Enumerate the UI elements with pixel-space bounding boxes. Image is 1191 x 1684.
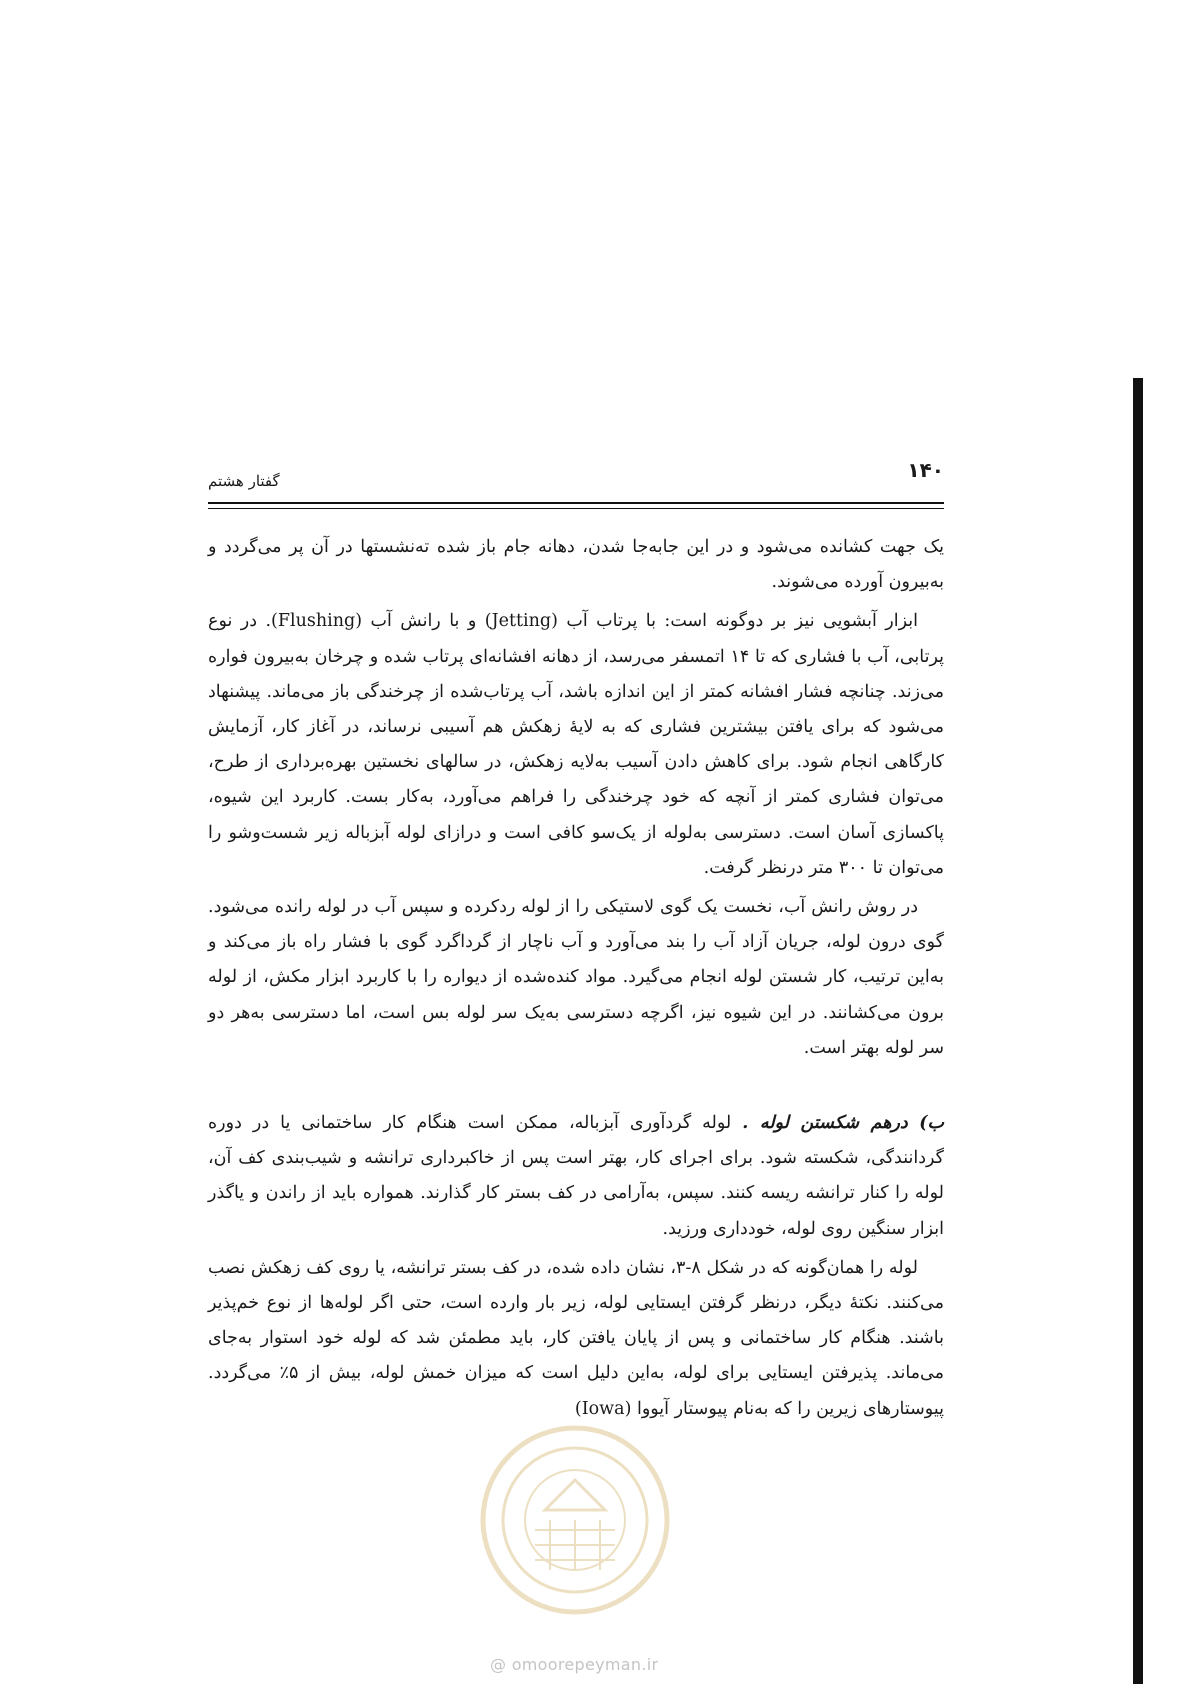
header-rule-thick — [208, 502, 944, 504]
section-b-label: ب) درهم شکستن لوله . — [742, 1113, 944, 1134]
paragraph: یک جهت کشانده می‌شود و در این جابه‌جا شدن، دهانه جام باز شده ته‌نشستها در آن پر می‌گردد و به‌بیرون آورده می‌شوند. — [208, 537, 944, 593]
page-edge-bar — [1133, 378, 1143, 1684]
paragraph: لوله را همان‌گونه که در شکل ۸-۳، نشان داده شده، در کف بستر ترانشه، یا روی کف زهکش نصب می‌کنند. نکتهٔ دیگر، درنظر گرفتن ایستایی لوله، زیر بار وارده است، حتی اگر لوله‌ها از نوع خم‌پذیر باشند. هنگام کار ساختمانی و پس از پایان یافتن کار، باید مطمئن شد که لوله خود استوار به‌جای می‌ماند. پذیرفتن ایستایی برای لوله، به‌این دلیل است که میزان خمش لوله، بیش از ۵٪ می‌گردد. پیوستارهای زیرین را که به‌نام پیوستار آیووا (Iowa) — [208, 1257, 945, 1419]
page-header — [208, 458, 944, 518]
section-b-text: لوله گردآوری آبزباله، ممکن است هنگام کار ساختمانی یا در دوره گردانندگی، شکسته شود. برای اجرای کار، بهتر است پس از خاکبرداری ترانشه و شیب‌بندی کف آن، لوله را کنار ترانشه ریسه کنند. سپس، به‌آرامی در کف بستر کار گذارند. همواره باید از راندن و یاگذر ابزار سنگین روی لوله، خودداری ورزید. — [208, 1113, 944, 1239]
body-text — [208, 530, 944, 1427]
section-b-paragraph — [208, 1106, 944, 1247]
watermark-url-text: omoorepeyman.ir — [511, 1655, 659, 1674]
watermark-url: @ omoorepeyman.ir — [490, 1655, 659, 1674]
header-rule-thin — [208, 508, 944, 509]
chapter-title: گفتار هشتم — [208, 472, 280, 490]
paragraph: در روش رانش آب، نخست یک گوی لاستیکی را از لوله ردکرده و سپس آب در لوله رانده می‌شود. گوی درون لوله، جریان آزاد آب را بند می‌آورد و آب ناچار از گرداگرد گوی با فشار راه باز می‌کند و به‌این ترتیب، کار شستن لوله انجام می‌گیرد. مواد کنده‌شده از دیواره را با کاربرد ابزار مکش، از لوله برون می‌کشانند. در این شیوه نیز، اگرچه دسترسی به‌یک سر لوله بس است، اما دسترسی به‌هر دو سر لوله بهتر است. — [208, 897, 944, 1058]
publisher-seal-watermark — [475, 1420, 675, 1620]
page-number: ۱۴۰ — [907, 458, 944, 482]
paragraph: ابزار آبشویی نیز بر دوگونه است: با پرتاب آب (Jetting) و با رانش آب (Flushing). در نوع پرتابی، آب با فشاری که تا ۱۴ اتمسفر می‌رسد، از دهانه افشانه‌ای پرتاب شده و چرخان به‌بیرون فواره می‌زند. چنانچه فشار افشانه کمتر از این اندازه باشد، آب پرتاب‌شده از چرخندگی باز می‌ماند. پیشنهاد می‌شود که برای یافتن بیشترین فشاری که به لایهٔ زهکش هم آسیبی نرساند، در آغاز کار، آزمایش کارگاهی انجام شود. برای کاهش دادن آسیب به‌لایه زهکش، در سالهای نخستین بهره‌برداری از طرح، می‌توان فشاری کمتر از آنچه که خود چرخندگی را فراهم می‌آورد، به‌کار بست. کاربرد این شیوه، پاکسازی آسان است. دسترسی به‌لوله از یک‌سو کافی است و درازای لوله آبزباله زیر شست‌وشو را می‌توان تا ۳۰۰ متر درنظر گرفت. — [208, 611, 945, 878]
